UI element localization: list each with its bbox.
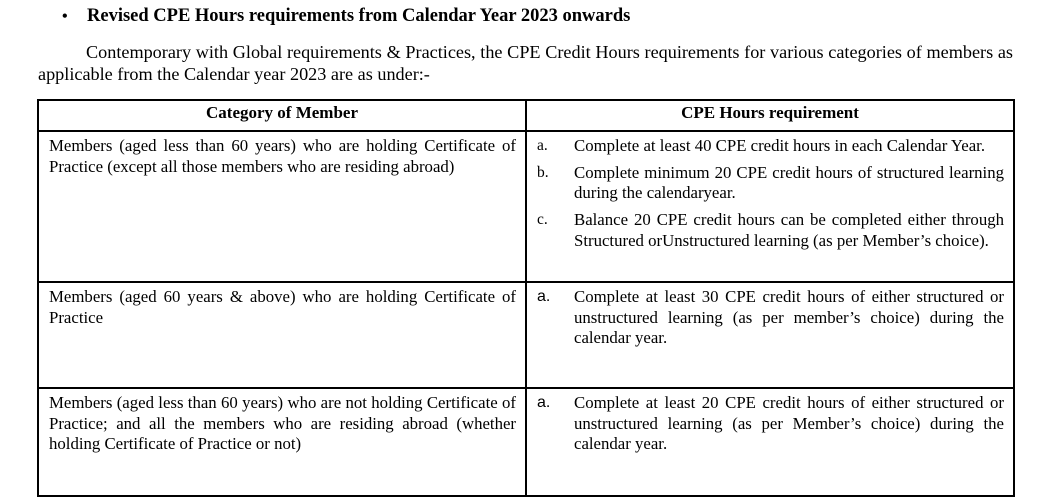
cpe-requirements-table — [37, 99, 1015, 497]
table-row — [38, 388, 1014, 496]
requirement-item — [537, 210, 1004, 251]
item-text: Complete at least 40 CPE credit hours in each Calendar Year. — [574, 136, 986, 155]
item-text: Complete at least 30 CPE credit hours of either structured or unstructured learning (as per member’s choice) during the calendar year. — [574, 287, 1004, 348]
intro-paragraph: Contemporary with Global requirements & Practices, the CPE Credit Hours requirements for various categories of members as applicable from the Calendar year 2023 are as under:- — [38, 42, 1013, 84]
column-header-category: Category of Member — [38, 100, 526, 131]
member-category-cell: Members (aged 60 years & above) who are holding Certificate of Practice — [38, 282, 526, 388]
requirement-cell — [526, 388, 1014, 496]
item-marker: a. — [537, 394, 551, 411]
table-row — [38, 282, 1014, 388]
bullet-icon: • — [62, 8, 68, 25]
section-heading-text: Revised CPE Hours requirements from Calendar Year 2023 onwards — [87, 6, 631, 26]
requirement-item — [537, 393, 1004, 455]
item-marker: a. — [537, 288, 551, 305]
section-heading — [62, 6, 630, 27]
table-header-row — [38, 100, 1014, 131]
item-text: Complete at least 20 CPE credit hours of either structured or unstructured learning (as per Member’s choice) during the calendar year. — [574, 393, 1004, 454]
item-marker: a. — [537, 137, 548, 154]
item-marker: c. — [537, 211, 548, 229]
item-text: Balance 20 CPE credit hours can be completed either through Structured orUnstructured learning (as per Member’s choice). — [574, 210, 1004, 250]
column-header-requirement: CPE Hours requirement — [526, 100, 1014, 131]
item-text: Complete minimum 20 CPE credit hours of structured learning during the calendaryear. — [574, 162, 1004, 203]
member-category-cell: Members (aged less than 60 years) who are not holding Certificate of Practice; and all the members who are residing abroad (whether holding Certificate of Practice or not) — [38, 388, 526, 496]
requirement-item — [537, 136, 1004, 157]
requirement-cell — [526, 282, 1014, 388]
requirement-item — [537, 287, 1004, 349]
item-marker: b. — [537, 163, 549, 181]
member-category-cell: Members (aged less than 60 years) who are holding Certificate of Practice (except all those members who are residing abroad) — [38, 131, 526, 282]
table-row — [38, 131, 1014, 282]
requirement-item — [537, 163, 1004, 204]
requirement-cell — [526, 131, 1014, 282]
